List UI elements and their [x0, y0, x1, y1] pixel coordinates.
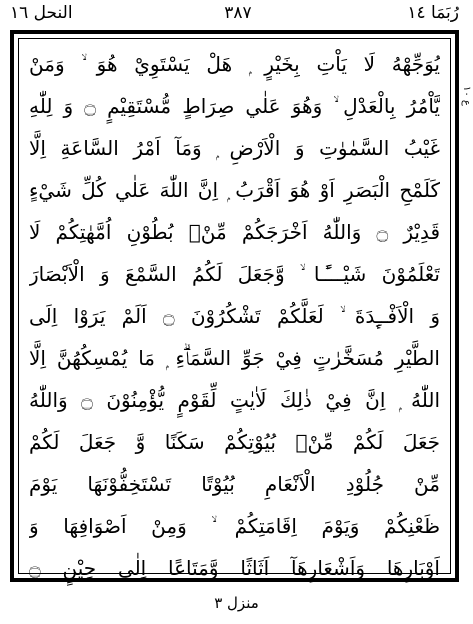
juz-name: رُبَمَا ١٤ [407, 3, 459, 23]
verse-line: يَّاْمُرُ بِالْعَدْلِ ۙ وَهُوَ عَلٰي صِرَاطٍ مُّسْتَقِيْمٍ ۝ وَ لِلّٰهِ [29, 94, 440, 118]
verse-line: مِّنْ جُلُوْدِ الْاَنْعَامِ بُيُوْتًا تَسْتَخِفُّوْنَهَا يَوْمَ [29, 472, 440, 496]
verse-line: الطَّيْرِ مُسَخَّرٰتٍ فِيْ جَوِّ السَّمَاۗءِ ۭ مَا يُمْسِكُهُنَّ اِلَّا [29, 346, 440, 370]
page-header [0, 0, 473, 30]
verse-line: وَ الْاَفْــِٕدَةَ ۙ لَعَلَّكُمْ تَشْكُرُوْنَ ۝ اَلَمْ يَرَوْا اِلَى [29, 304, 440, 328]
verse-line: يُوَجِّهْهُ لَا يَاْتِ بِخَيْرٍ ۭ هَلْ يَسْتَوِيْ هُوَ ۙ وَمَنْ [29, 52, 440, 76]
verse-line: كَلَمْحِ الْبَصَرِ اَوْ هُوَ اَقْرَبُ ۭ اِنَّ اللّٰهَ عَلٰي كُلِّ شَيْءٍ [29, 178, 440, 202]
verse-line: اللّٰهُ ۭ اِنَّ فِيْ ذٰلِكَ لَاٰيٰتٍ لِّقَوْمٍ يُّؤْمِنُوْنَ ۝ وَاللّٰهُ [29, 388, 440, 412]
verse-line: جَعَلَ لَكُمْ مِّنْۢ بُيُوْتِكُمْ سَكَنًا وَّ جَعَلَ لَكُمْ [29, 430, 440, 454]
surah-name: النحل ١٦ [10, 3, 73, 23]
verse-line: غَيْبُ السَّمٰوٰتِ وَ الْاَرْضِ ۭ وَمَآ اَمْرُ السَّاعَةِ اِلَّا [29, 136, 440, 160]
ruku-marker: ع ١٠ [461, 86, 472, 106]
text-block [18, 38, 451, 580]
text-frame [10, 30, 459, 582]
verse-line: قَدِيْرٌ ۝ وَاللّٰهُ اَخْرَجَكُمْ مِّنْۢ بُطُوْنِ اُمَّهٰتِكُمْ لَا [29, 220, 440, 244]
verse-line: تَعْلَمُوْنَ شَيْـــًٔـا ۙ وَّجَعَلَ لَكُمُ السَّمْعَ وَ الْاَبْصَارَ [29, 262, 440, 286]
verse-line: ظَعْنِكُمْ وَيَوْمَ اِقَامَتِكُمْ ۙ وَمِنْ اَصْوَافِهَا وَ [29, 514, 440, 538]
verse-line: اَوْبَارِهَا وَاَشْعَارِهَآ اَثَاثًا وَّمَتَاعًا اِلٰى حِيْنٍ ۝ [29, 556, 440, 580]
manzil-footer: منزل ٣ [214, 594, 259, 612]
page-number: ٣٨٧ [224, 3, 252, 23]
